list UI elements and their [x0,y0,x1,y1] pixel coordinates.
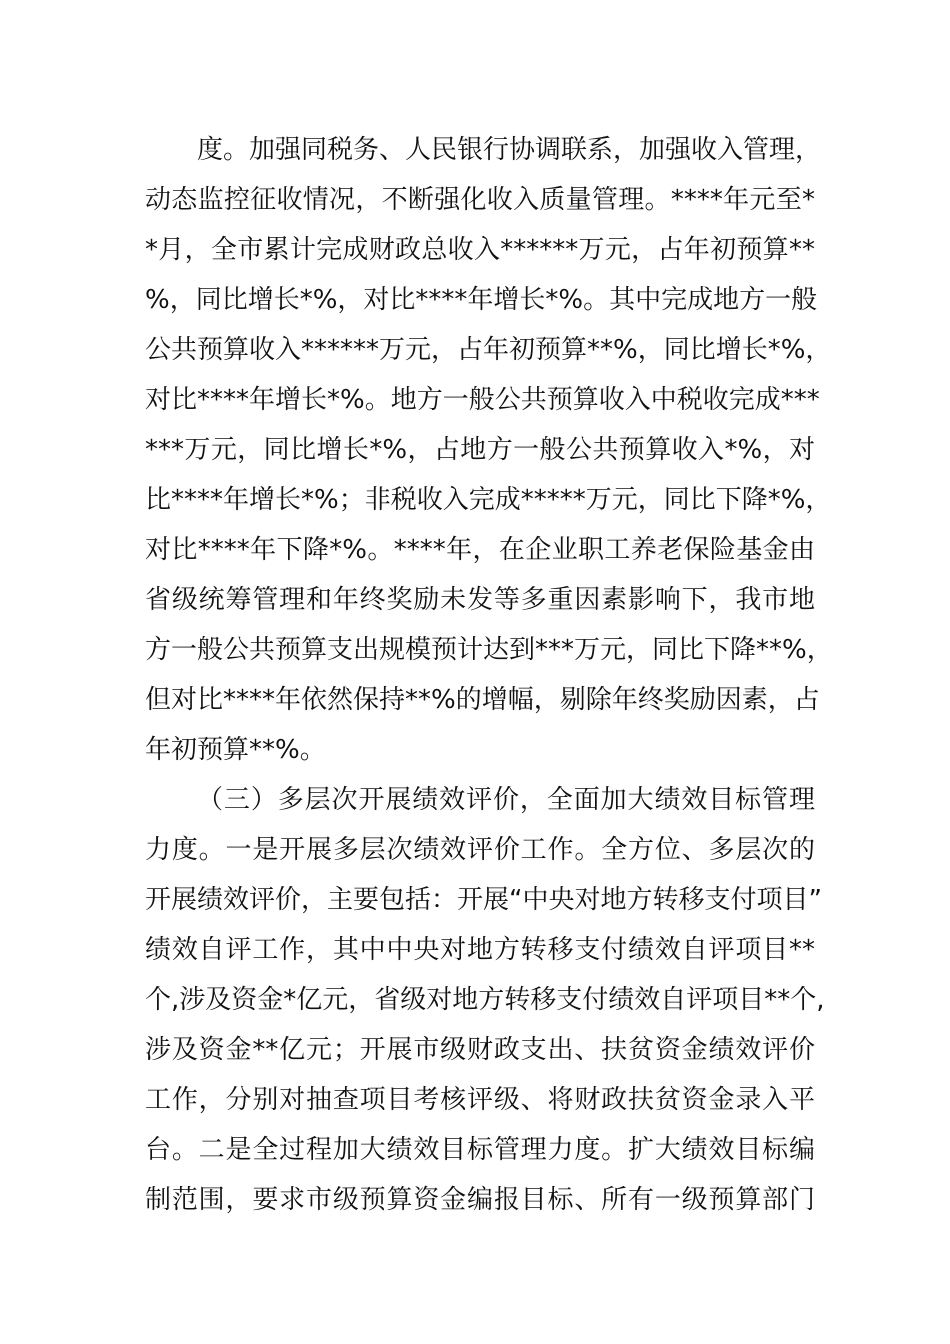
paragraph-line: 力度。一是开展多层次绩效评价工作。全方位、多层次的 [145,835,815,865]
paragraph-line: 方一般公共预算支出规模预计达到***万元，同比下降**%， [145,635,833,665]
paragraph-line: %，同比增长*%，对比****年增长*%。其中完成地方一般 [145,285,818,315]
body-text [145,125,833,1225]
paragraph-line: 涉及资金**亿元；开展市级财政支出、扶贫资金绩效评价 [145,1035,815,1065]
paragraph-line: 年初预算**%。 [145,735,326,765]
paragraph-line: *月，全市累计完成财政总收入******万元，占年初预算** [145,235,815,265]
paragraph-line: 台。二是全过程加大绩效目标管理力度。扩大绩效目标编 [145,1135,815,1165]
paragraph-line: 制范围，要求市级预算资金编报目标、所有一级预算部门 [145,1185,815,1215]
paragraph-line: ***万元，同比增长*%，占地方一般公共预算收入*%，对 [145,435,815,465]
paragraph-line: 工作，分别对抽查项目考核评级、将财政扶贫资金录入平 [145,1085,815,1115]
paragraph-line: 动态监控征收情况，不断强化收入质量管理。****年元至* [145,185,815,215]
paragraph-line: 省级统筹管理和年终奖励未发等多重因素影响下，我市地 [145,585,815,615]
paragraph-line: 开展绩效评价，主要包括：开展“中央对地方转移支付项目” [145,885,822,915]
paragraph-line: 对比****年下降*%。****年，在企业职工养老保险基金由 [145,535,815,565]
paragraph-line: 对比****年增长*%。地方一般公共预算收入中税收完成*** [145,385,820,415]
paragraph-line: 度。加强同税务、人民银行协调联系，加强收入管理， [197,135,822,165]
paragraph-line: 比****年增长*%；非税收入完成*****万元，同比下降*%， [145,485,832,515]
paragraph-line: 绩效自评工作，其中中央对地方转移支付绩效自评项目** [145,935,815,965]
section-heading-line: （三）多层次开展绩效评价，全面加大绩效目标管理 [197,785,815,815]
paragraph-line: 但对比****年依然保持**%的增幅，剔除年终奖励因素，占 [145,685,820,715]
paragraph-line: 个,涉及资金*亿元，省级对地方转移支付绩效自评项目**个, [145,985,825,1015]
paragraph-line: 公共预算收入******万元，占年初预算**%，同比增长*%， [145,335,832,365]
